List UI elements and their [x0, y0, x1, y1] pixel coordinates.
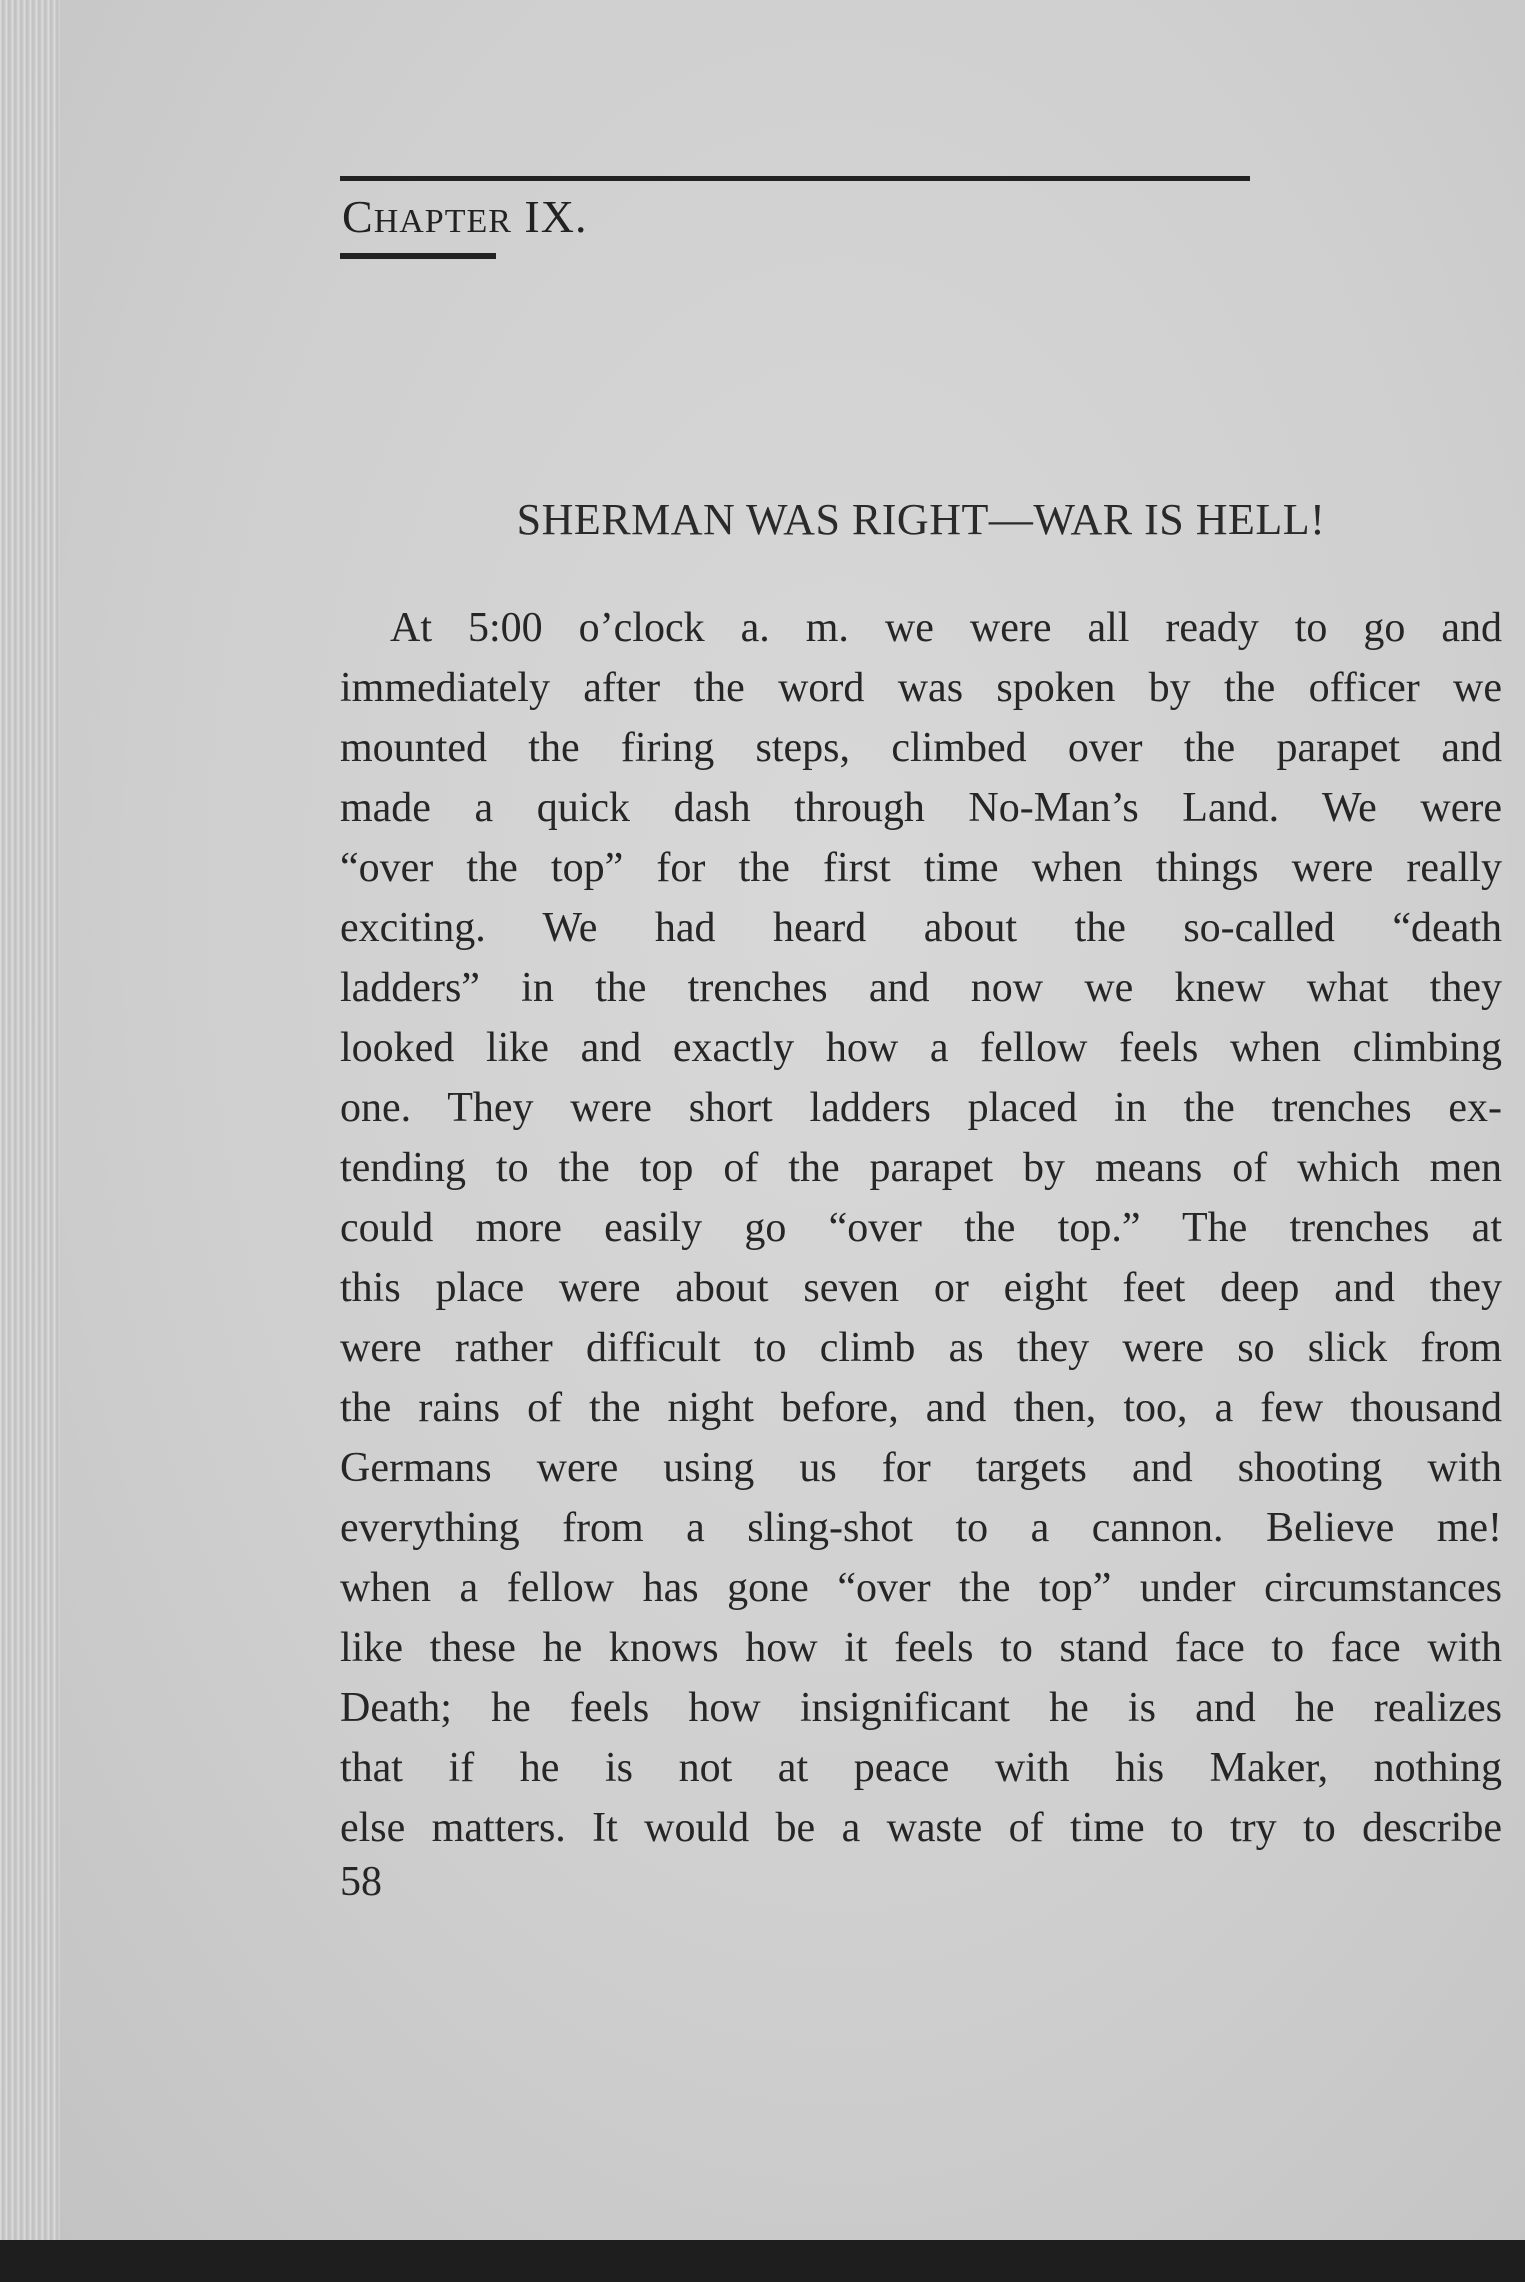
- page-edge: [0, 0, 60, 2240]
- text-line: could more easily go “over the top.” The trenches at: [340, 1205, 1502, 1251]
- text-line: exciting. We had heard about the so-called “death: [340, 905, 1502, 951]
- text-line: Germans were using us for targets and shooting with: [340, 1445, 1502, 1491]
- text-line: “over the top” for the first time when things were really: [340, 845, 1502, 891]
- chapter-top-rule: [340, 176, 1250, 181]
- text-line: ladders” in the trenches and now we knew what they: [340, 965, 1502, 1011]
- text-line: the rains of the night before, and then, too, a few thousand: [340, 1385, 1502, 1431]
- chapter-underline-rule: [340, 253, 496, 259]
- chapter-title: SHERMAN WAS RIGHT—WAR IS HELL!: [516, 495, 1326, 544]
- page-bottom-shadow: [0, 2240, 1525, 2282]
- page-number: 58: [340, 1859, 382, 1905]
- text-line: this place were about seven or eight feet deep and they: [340, 1265, 1502, 1311]
- text-line: one. They were short ladders placed in the trenches ex-: [340, 1085, 1502, 1131]
- text-line: were rather difficult to climb as they were so slick from: [340, 1325, 1502, 1371]
- text-line: Death; he feels how insignificant he is and he realizes: [340, 1685, 1502, 1731]
- text-line: that if he is not at peace with his Maker, nothing: [340, 1745, 1502, 1791]
- text-line: when a fellow has gone “over the top” under circumstances: [340, 1565, 1502, 1611]
- body-paragraph: [340, 598, 1502, 1858]
- chapter-numeral: IX.: [524, 191, 588, 242]
- text-line: else matters. It would be a waste of time to try to describe: [340, 1805, 1502, 1851]
- text-line: looked like and exactly how a fellow feels when climbing: [340, 1025, 1502, 1071]
- text-line: mounted the firing steps, climbed over the parapet and: [340, 725, 1502, 771]
- text-line: tending to the top of the parapet by means of which men: [340, 1145, 1502, 1191]
- text-line: like these he knows how it feels to stand face to face with: [340, 1625, 1502, 1671]
- text-line: immediately after the word was spoken by the officer we: [340, 665, 1502, 711]
- text-line: made a quick dash through No-Man’s Land. We were: [340, 785, 1502, 831]
- text-line: everything from a sling-shot to a cannon. Believe me!: [340, 1505, 1502, 1551]
- chapter-word-initial: C: [342, 191, 374, 242]
- chapter-word-rest: HAPTER: [373, 203, 512, 240]
- text-line: At 5:00 o’clock a. m. we were all ready to go and: [390, 605, 1502, 651]
- chapter-heading: [342, 190, 587, 243]
